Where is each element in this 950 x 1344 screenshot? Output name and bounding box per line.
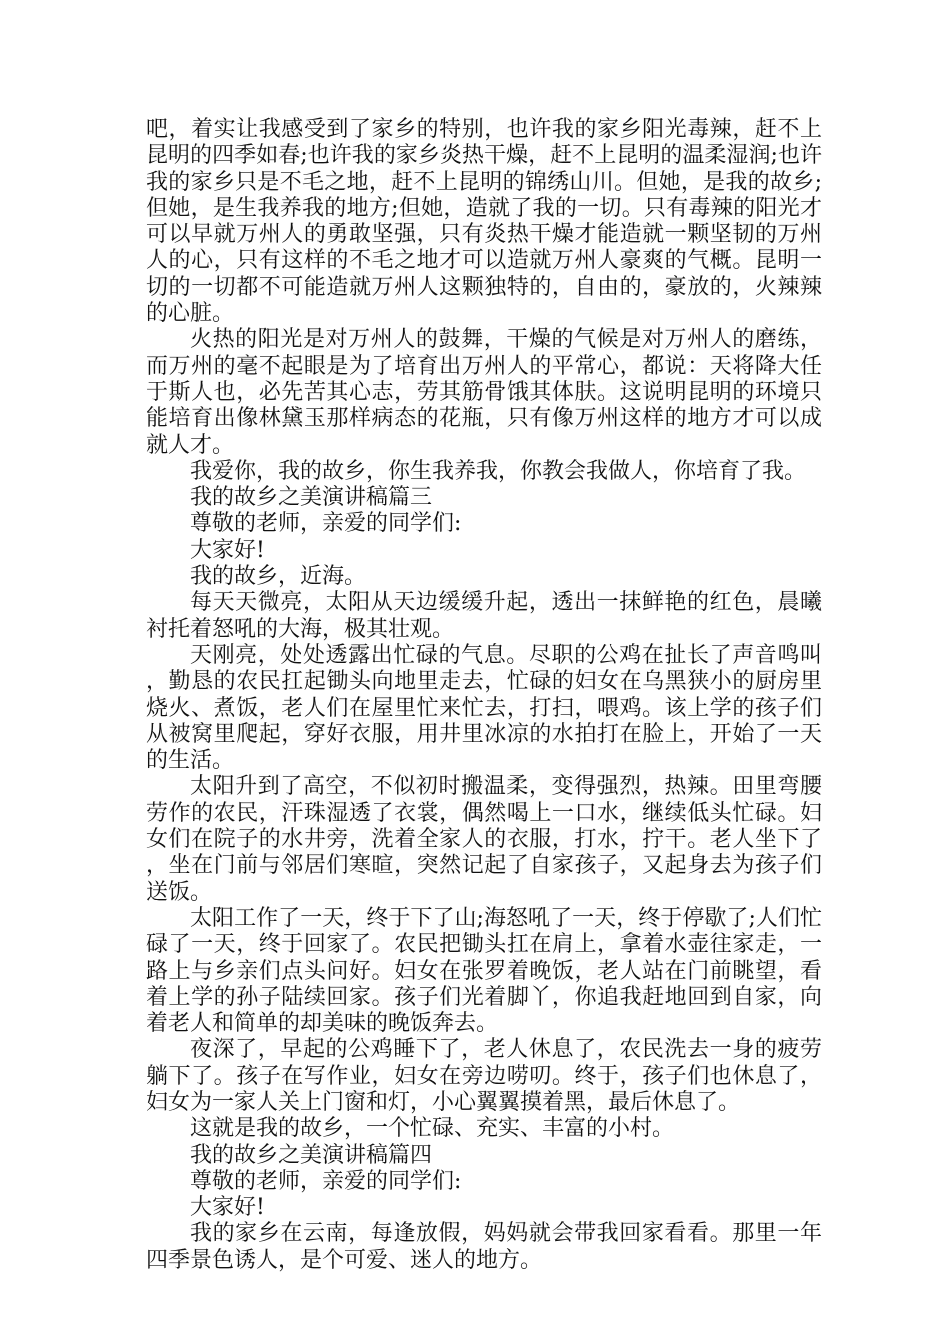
paragraph-continuation: 吧，着实让我感受到了家乡的特别，也许我的家乡阳光毒辣，赶不上昆明的四季如春;也许我的家乡炎热干燥，赶不上昆明的温柔湿润;也许我的家乡只是不毛之地，赶不上昆明的锦绣山川。但她，是我的故乡;但她，是生我养我的地方;但她，造就了我的一切。只有毒辣的阳光才可以早就万州人的勇敢坚强，只有炎热干燥才能造就一颗坚韧的万州人的心，只有这样的不毛之地才可以造就万州人豪爽的气概。昆明一切的一切都不可能造就万州人这颗独特的，自由的，豪放的，火辣辣的心脏。 [146,117,822,327]
paragraph: 太阳工作了一天，终于下了山;海怒吼了一天，终于停歇了;人们忙碌了一天，终于回家了。农民把锄头扛在肩上，拿着水壶往家走，一路上与乡亲们点头问好。妇女在张罗着晚饭，老人站在门前眺望，看着上学的孙子陆续回家。孩子们光着脚丫，你追我赶地回到自家，向着老人和简单的却美味的晚饭奔去。 [146,905,822,1037]
paragraph: 夜深了，早起的公鸡睡下了，老人休息了，农民洗去一身的疲劳躺下了。孩子在写作业，妇女在旁边唠叨。终于，孩子们也休息了，妇女为一家人关上门窗和灯，小心翼翼摸着黑，最后休息了。 [146,1037,822,1115]
paragraph: 太阳升到了高空，不似初时搬温柔，变得强烈，热辣。田里弯腰劳作的农民，汗珠湿透了衣裳，偶然喝上一口水，继续低头忙碌。妇女们在院子的水井旁，洗着全家人的衣服，打水，拧干。老人坐下了，坐在门前与邻居们寒暄，突然记起了自家孩子，又起身去为孩子们送饭。 [146,774,822,905]
paragraph: 这就是我的故乡，一个忙碌、充实、丰富的小村。 [190,1116,675,1142]
section-heading: 我的故乡之美演讲稿篇四 [190,1142,433,1168]
paragraph: 每天天微亮，太阳从天边缓缓升起，透出一抹鲜艳的红色，晨曦衬托着怒吼的大海，极其壮观。 [146,590,822,642]
paragraph: 火热的阳光是对万州人的鼓舞，干燥的气候是对万州人的磨练，而万州的毫不起眼是为了培育出万州人的平常心，都说：天将降大任于斯人也，必先苦其心志，劳其筋骨饿其体肤。这说明昆明的环境只能培育出像林黛玉那样病态的花瓶，只有像万州这样的地方才可以成就人才。 [146,327,822,458]
salutation: 尊敬的老师，亲爱的同学们: [190,511,462,537]
paragraph: 我爱你，我的故乡，你生我养我，你教会我做人，你培育了我。 [190,458,807,484]
paragraph: 我的家乡在云南，每逢放假，妈妈就会带我回家看看。那里一年四季景色诱人，是个可爱、迷人的地方。 [146,1221,822,1273]
salutation: 尊敬的老师，亲爱的同学们: [190,1168,462,1194]
greeting: 大家好! [190,537,265,563]
greeting: 大家好! [190,1195,265,1221]
section-heading: 我的故乡之美演讲稿篇三 [190,485,433,511]
paragraph: 我的故乡，近海。 [190,564,367,590]
paragraph: 天刚亮，处处透露出忙碌的气息。尽职的公鸡在扯长了声音鸣叫，勤恳的农民扛起锄头向地里走去，忙碌的妇女在乌黑狭小的厨房里烧火、煮饭，老人们在屋里忙来忙去，打扫，喂鸡。该上学的孩子们从被窝里爬起，穿好衣服，用井里冰凉的水拍打在脸上，开始了一天的生活。 [146,642,822,774]
document-page [146,117,822,1274]
